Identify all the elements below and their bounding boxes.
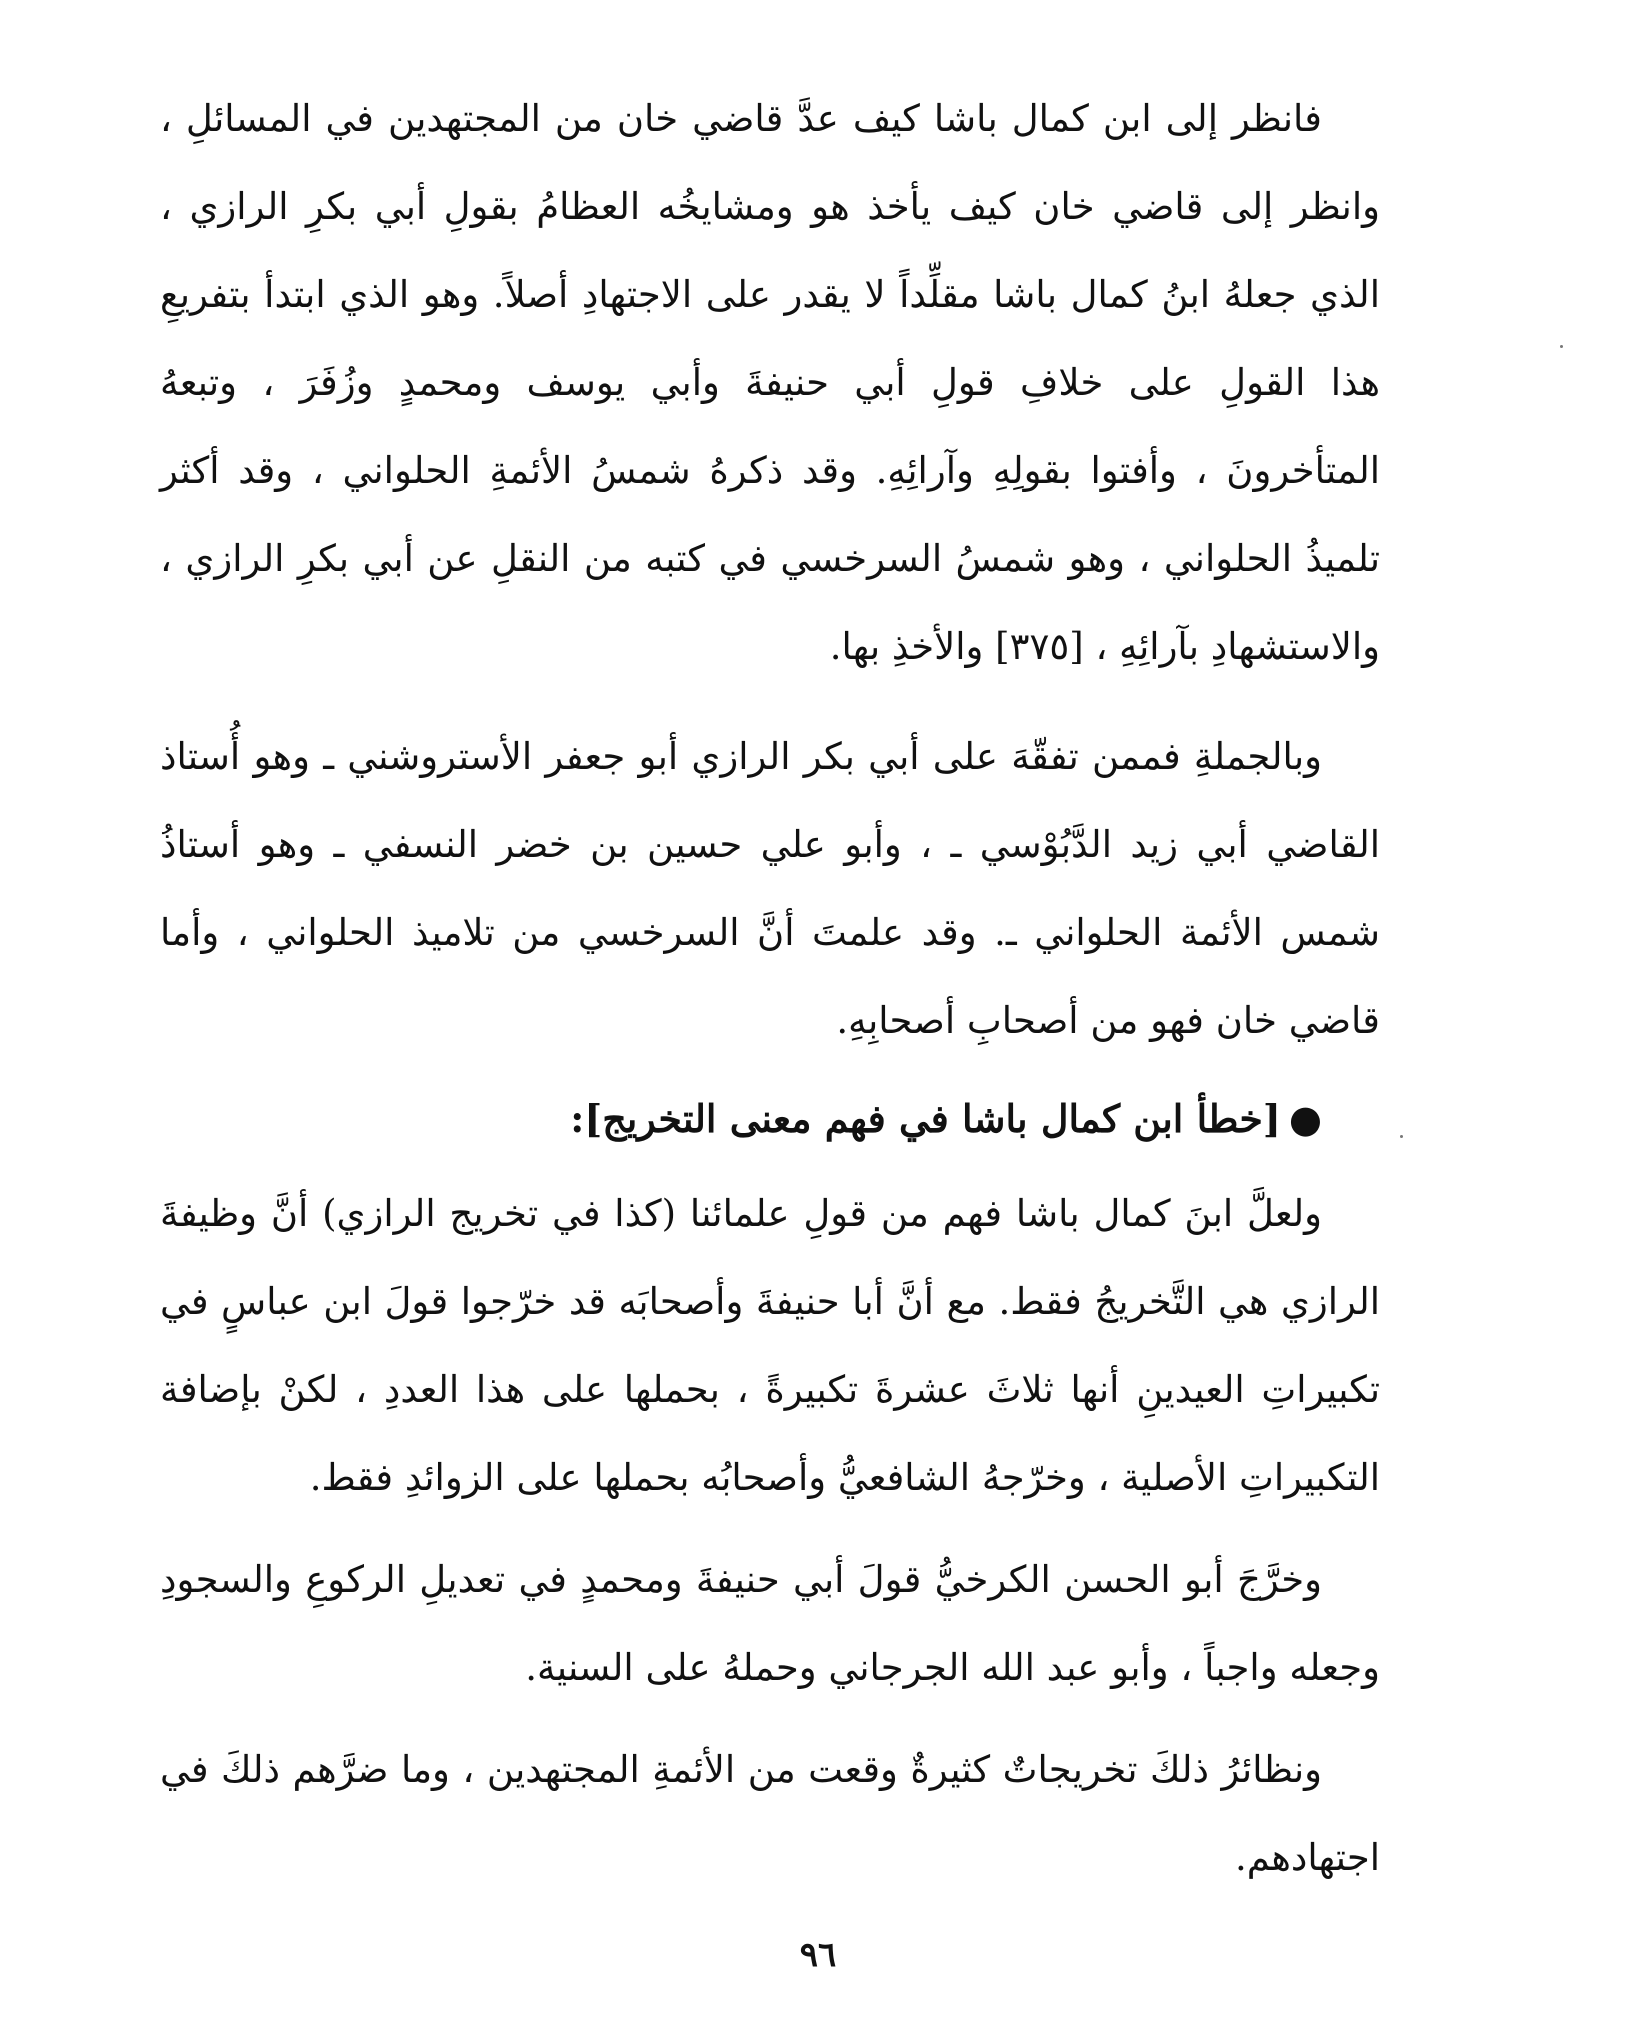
paragraph-2: وبالجملةِ فممن تفقّهَ على أبي بكر الرازي أبو جعفر الأستروشني ـ وهو أُستاذ القاضي أبي زيد الدَّبُوْسي ـ ، وأبو علي حسين بن خضر النسفي ـ وهو أستاذُ شمس الأئمة الحلواني ـ. وقد علمتَ أنَّ السرخسي من تلاميذ الحلواني ، وأما قاضي خان فهو من أصحابِ أصحابِهِ. — [160, 735, 1380, 1042]
paragraph-4: وخرَّجَ أبو الحسن الكرخيُّ قولَ أبي حنيفةَ ومحمدٍ في تعديلِ الركوعِ والسجودِ وجعله واجباً ، وأبو عبد الله الجرجاني وحملهُ على السنية. — [160, 1558, 1380, 1689]
paragraph-3: ولعلَّ ابنَ كمال باشا فهم من قولِ علمائنا (كذا في تخريج الرازي) أنَّ وظيفةَ الرازي هي التَّخريجُ فقط. مع أنَّ أبا حنيفةَ وأصحابَه قد خرّجوا قولَ ابن عباسٍ في تكبيراتِ العيدينِ أنها ثلاثَ عشرةَ تكبيرةً ، بحملها على هذا العددِ ، لكنْ بإضافة التكبيراتِ الأصلية ، وخرّجهُ الشافعيُّ وأصحابُه بحملها على الزوائدِ فقط. — [160, 1192, 1380, 1499]
bottom-text-block — [160, 1170, 1380, 1902]
bullet-icon: ● — [1288, 1096, 1322, 1141]
section-heading-text: [خطأ ابن كمال باشا في فهم معنى التخريج]: — [570, 1096, 1281, 1141]
scan-speck — [1560, 345, 1563, 348]
page-number: ٩٦ — [799, 1935, 837, 1975]
scan-speck — [1400, 1135, 1403, 1138]
paragraph-5: ونظائرُ ذلكَ تخريجاتٌ كثيرةٌ وقعت من الأئمةِ المجتهدين ، وما ضرَّهم ذلكَ في اجتهادهم. — [160, 1748, 1380, 1879]
paragraph-1: فانظر إلى ابن كمال باشا كيف عدَّ قاضي خان من المجتهدين في المسائلِ ، وانظر إلى قاضي خان كيف يأخذ هو ومشايخُه العظامُ بقولِ أبي بكرِ الرازي ، الذي جعلهُ ابنُ كمال باشا مقلِّداً لا يقدر على الاجتهادِ أصلاً. وهو الذي ابتدأ بتفريعِ هذا القولِ على خلافِ قولِ أبي حنيفةَ وأبي يوسف ومحمدٍ وزُفَرَ ، وتبعهُ المتأخرونَ ، وأفتوا بقولِهِ وآرائِهِ. وقد ذكرهُ شمسُ الأئمةِ الحلواني ، وقد أكثر تلميذُ الحلواني ، وهو شمسُ السرخسي في كتبه من النقلِ عن أبي بكرِ الرازي ، والاستشهادِ بآرائِهِ ، [٣٧٥] والأخذِ بها. — [160, 97, 1380, 668]
top-text-block — [160, 75, 1380, 1065]
section-heading — [160, 1075, 1380, 1163]
